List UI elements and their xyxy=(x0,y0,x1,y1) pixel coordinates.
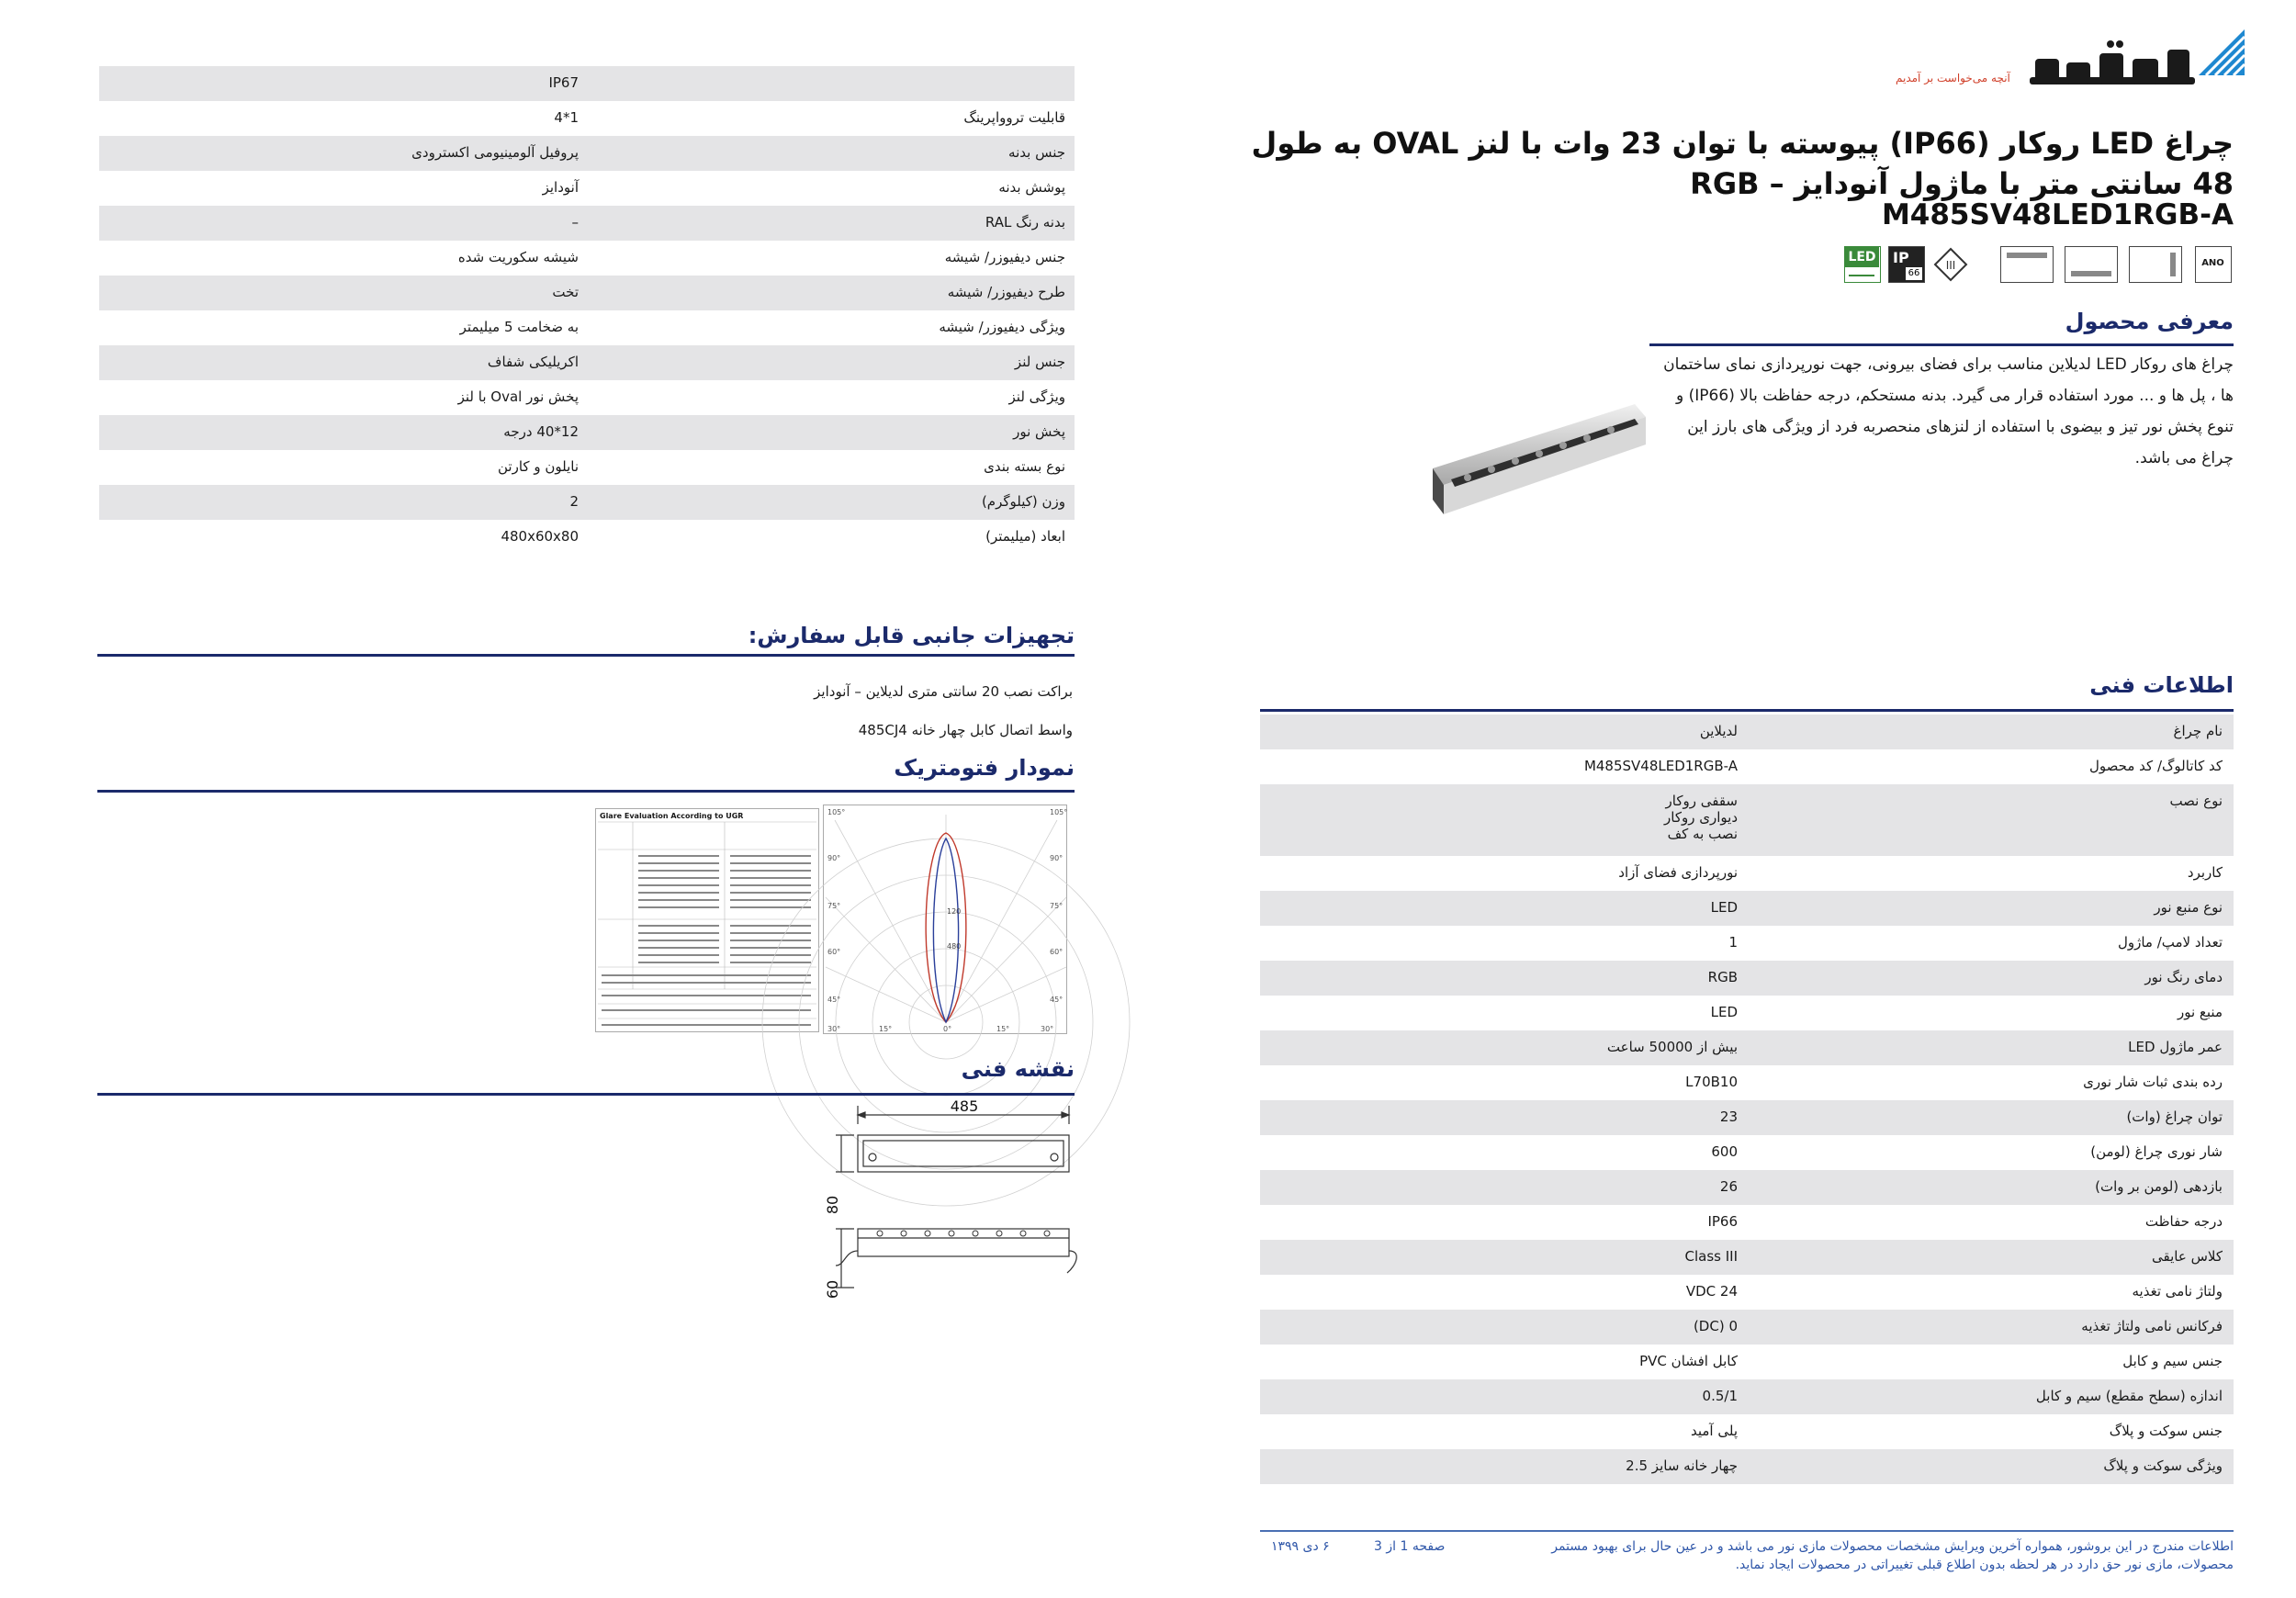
footer-page-number: صفحه 1 از 3 xyxy=(1374,1539,1446,1554)
tech-row xyxy=(1260,1100,2234,1135)
tech-row xyxy=(1260,1030,2234,1065)
tech-label: اندازه (سطح مقطع) سیم و کابل xyxy=(2035,1388,2223,1404)
tech-value: کابل افشان PVC xyxy=(1639,1353,1738,1369)
tech-value: 0 (DC) xyxy=(1693,1318,1738,1334)
tech-value: 0.5/1 xyxy=(1702,1388,1738,1404)
footer-disclaimer-2: محصولات، مازی نور حق دارد در هر لحظه بدون اطلاع قبلی تغییراتی در محصولات ایجاد نماید. xyxy=(1735,1558,2234,1572)
product-code: M485SV48LED1RGB-A xyxy=(1881,198,2234,231)
tech-label: جنس سیم و کابل xyxy=(2122,1353,2223,1369)
tech-value: 23 xyxy=(1719,1108,1738,1125)
spec-value: 2 xyxy=(569,493,579,510)
spec-label: بدنه رنگ RAL xyxy=(985,214,1065,231)
ceiling-mount-icon xyxy=(2007,253,2047,258)
tech-value: بیش از 50000 ساعت xyxy=(1606,1039,1738,1055)
spec-label: پخش نور xyxy=(1013,423,1065,440)
tech-label: ولتاژ نامی تغذیه xyxy=(2132,1283,2223,1300)
spec-label: طرح دیفیوزر/ شیشه xyxy=(947,284,1065,300)
spec-row xyxy=(99,450,1075,485)
spec-value: 1*4 xyxy=(554,109,579,126)
brand-logo xyxy=(1892,26,2252,99)
intro-heading: معرفی محصول xyxy=(2065,309,2234,334)
tech-row xyxy=(1260,1310,2234,1345)
spec-value: شیشه سکوریت شده xyxy=(457,249,579,265)
polar-value-label: 120 xyxy=(947,907,962,916)
tech-label: رده بندی ثبات شار نوری xyxy=(2083,1074,2223,1090)
tech-label: ویژگی سوکت و پلاگ xyxy=(2103,1457,2223,1474)
intro-rule xyxy=(1649,343,2234,346)
tech-value xyxy=(1664,793,1738,842)
ip66-badge-sub: 66 xyxy=(1906,267,1922,280)
tech-value: پلی آمید xyxy=(1690,1423,1738,1439)
brand-tagline: آنچه می‌خواست بر آمدیم xyxy=(1896,72,2010,84)
photometric-heading: نمودار فتومتریک xyxy=(894,755,1075,781)
tech-label: توان چراغ (وات) xyxy=(2126,1108,2223,1125)
polar-angle-label: 15° xyxy=(879,1025,893,1033)
spec-value: تخت xyxy=(552,284,579,300)
spec-label: نوع بسته بندی xyxy=(984,458,1065,475)
tech-label: بازدهی (لومن بر وات) xyxy=(2095,1178,2223,1195)
left-spec-table xyxy=(99,66,1075,555)
ugr-table-grid xyxy=(596,809,820,1033)
tech-label: عمر ماژول LED xyxy=(2128,1039,2223,1055)
spec-value: IP67 xyxy=(548,74,579,91)
tech-value: چهار خانه سایز 2.5 xyxy=(1626,1457,1738,1474)
spec-row xyxy=(99,101,1075,136)
led-badge-icon: LED xyxy=(1845,247,1879,267)
tech-row xyxy=(1260,996,2234,1030)
badge-ceiling-mount xyxy=(2000,246,2054,283)
polar-angle-label: 30° xyxy=(1041,1025,1054,1033)
tech-row xyxy=(1260,784,2234,856)
spec-value: اکریلیکی شفاف xyxy=(487,354,579,370)
polar-diagram xyxy=(823,805,1067,1034)
ugr-glare-table xyxy=(595,808,819,1032)
technical-drawing xyxy=(824,1097,1076,1300)
tech-row xyxy=(1260,715,2234,749)
tech-value: LED xyxy=(1710,899,1738,916)
tech-row xyxy=(1260,1449,2234,1484)
polar-angle-label: 90° xyxy=(1050,854,1064,862)
spec-row xyxy=(99,520,1075,555)
spec-value: آنودایز xyxy=(542,179,579,196)
tech-value: 26 xyxy=(1719,1178,1738,1195)
polar-angle-label: 0° xyxy=(943,1025,952,1033)
spec-label: پوشش بدنه xyxy=(998,179,1065,196)
spec-value: نایلون و کارتن xyxy=(498,458,579,475)
spec-label: ویژگی لنز xyxy=(1008,388,1065,405)
tech-label: کد کاتالوگ/ کد محصول xyxy=(2089,758,2223,774)
tech-value: Class III xyxy=(1684,1248,1738,1265)
spec-label: وزن (کیلوگرم) xyxy=(981,493,1065,510)
tech-value: LED xyxy=(1710,1004,1738,1020)
footer-rule xyxy=(1260,1530,2234,1532)
polar-angle-label: 75° xyxy=(1050,902,1064,910)
tech-row xyxy=(1260,1414,2234,1449)
tech-row xyxy=(1260,1345,2234,1379)
tech-rule xyxy=(1260,709,2234,712)
tech-row xyxy=(1260,891,2234,926)
accessories-rule xyxy=(97,654,1075,657)
dimension-height: 80 xyxy=(824,1195,841,1215)
tech-value-line: سقفی روکار xyxy=(1665,793,1738,809)
spec-row xyxy=(99,171,1075,206)
tech-row xyxy=(1260,749,2234,784)
polar-angle-label: 60° xyxy=(1050,948,1064,956)
tech-heading: اطلاعات فنی xyxy=(2089,672,2234,698)
tech-row xyxy=(1260,926,2234,961)
spec-label: جنس بدنه xyxy=(1008,144,1065,161)
polar-angle-label: 105° xyxy=(1050,808,1068,816)
tech-row xyxy=(1260,1170,2234,1205)
floor-mount-icon xyxy=(2071,271,2111,276)
tech-label: شار نوری چراغ (لومن) xyxy=(2090,1143,2223,1160)
tech-row xyxy=(1260,1065,2234,1100)
spec-row xyxy=(99,345,1075,380)
spec-value: به ضخامت 5 میلیمتر xyxy=(459,319,579,335)
accessory-item: واسط اتصال کابل چهار خانه 485CJ4 xyxy=(858,722,1073,738)
spec-row xyxy=(99,136,1075,171)
tech-row xyxy=(1260,1275,2234,1310)
spec-row xyxy=(99,66,1075,101)
tech-row xyxy=(1260,856,2234,891)
class3-badge-icon xyxy=(1932,246,1969,283)
footer-disclaimer-1: اطلاعات مندرج در این بروشور، همواره آخرین ویرایش مشخصات محصولات مازی نور می باشد و در عین حال برای بهبود مستمر xyxy=(1551,1539,2234,1554)
anodized-badge-icon: ANO xyxy=(2201,258,2224,268)
spec-row xyxy=(99,485,1075,520)
polar-angle-label: 45° xyxy=(1050,996,1064,1004)
spec-value: پخش نور Oval با لنز xyxy=(457,388,579,405)
tech-spec-table xyxy=(1260,715,2234,1484)
tech-label: کاربرد xyxy=(2187,864,2223,881)
tech-label: نام چراغ xyxy=(2173,723,2223,739)
polar-angle-label: 45° xyxy=(827,996,841,1004)
photometric-rule xyxy=(97,790,1075,793)
tech-row xyxy=(1260,1240,2234,1275)
footer-date: ۶ دی ۱۳۹۹ xyxy=(1271,1539,1330,1554)
led-badge-wave xyxy=(1849,271,1874,276)
tech-value: M485SV48LED1RGB-A xyxy=(1583,758,1738,774)
wall-mount-icon xyxy=(2170,253,2176,276)
tech-value: لدیلاین xyxy=(1699,723,1738,739)
tech-row xyxy=(1260,1379,2234,1414)
tech-value: 600 xyxy=(1711,1143,1738,1160)
badge-class3 xyxy=(1932,246,1969,283)
tech-label: تعداد لامپ/ ماژول xyxy=(2117,934,2223,951)
polar-angle-label: 30° xyxy=(827,1025,841,1033)
spec-label: ویژگی دیفیوزر/ شیشه xyxy=(939,319,1065,335)
polar-angle-label: 60° xyxy=(827,948,841,956)
tech-row xyxy=(1260,961,2234,996)
tech-row xyxy=(1260,1205,2234,1240)
polar-angle-label: 75° xyxy=(827,902,841,910)
tech-value: L70B10 xyxy=(1685,1074,1738,1090)
badge-anodized xyxy=(2195,246,2232,283)
polar-plot xyxy=(824,805,1068,1035)
tech-value: IP66 xyxy=(1707,1213,1738,1230)
spec-row xyxy=(99,241,1075,276)
tech-label: نوع منبع نور xyxy=(2154,899,2223,916)
spec-value: – xyxy=(571,214,579,231)
tech-value-line: نصب به کف xyxy=(1667,826,1738,842)
dimension-depth: 60 xyxy=(824,1279,841,1300)
accessory-item: براکت نصب 20 سانتی متری لدیلاین – آنودایز xyxy=(814,683,1073,700)
tech-value: 1 xyxy=(1728,934,1738,951)
tech-label: دمای رنگ نور xyxy=(2144,969,2223,985)
spec-label: جنس لنز xyxy=(1014,354,1065,370)
spec-label: قابلیت تروواپرینگ xyxy=(963,109,1065,126)
accessories-heading: تجهیزات جانبی قابل سفارش: xyxy=(748,623,1075,648)
badge-ip66 xyxy=(1888,246,1925,283)
spec-row xyxy=(99,206,1075,241)
polar-value-label: 480 xyxy=(947,942,962,951)
tech-value: RGB xyxy=(1707,969,1738,985)
spec-value: 12*40 درجه xyxy=(503,423,579,440)
badge-floor-mount xyxy=(2065,246,2118,283)
tech-value-line: دیواری روکار xyxy=(1664,809,1738,826)
spec-label: جنس دیفیوزر/ شیشه xyxy=(944,249,1065,265)
polar-angle-label: 90° xyxy=(827,854,841,862)
ugr-table-title: Glare Evaluation According to UGR xyxy=(600,812,744,820)
tech-label: کلاس عایقی xyxy=(2152,1248,2223,1265)
product-photo xyxy=(1414,397,1653,535)
tech-label: نوع نصب xyxy=(2169,793,2223,809)
badge-led xyxy=(1844,246,1881,283)
ip66-badge-icon: IP xyxy=(1893,249,1909,266)
drawing-rule xyxy=(97,1093,1075,1096)
spec-row xyxy=(99,310,1075,345)
spec-value: 480x60x80 xyxy=(501,528,579,545)
polar-angle-label: 15° xyxy=(996,1025,1010,1033)
product-title: چراغ LED روکار (IP66) پیوسته با توان 23 وات با لنز OVAL به طول 48 سانتی متر با ماژول آنودایز – RGB xyxy=(1251,126,2234,201)
tech-label: فرکانس نامی ولتاژ تغذیه xyxy=(2081,1318,2223,1334)
tech-row xyxy=(1260,1135,2234,1170)
polar-angle-label: 105° xyxy=(827,808,846,816)
tech-label: منبع نور xyxy=(2177,1004,2223,1020)
spec-row xyxy=(99,415,1075,450)
tech-value: نورپردازی فضای آزاد xyxy=(1618,864,1738,881)
tech-label: درجه حفاظت xyxy=(2144,1213,2223,1230)
tech-label: جنس سوکت و پلاگ xyxy=(2109,1423,2223,1439)
brand-name xyxy=(1892,26,1893,27)
spec-value: پروفیل آلومینیومی اکسترودی xyxy=(411,144,579,161)
spec-row xyxy=(99,380,1075,415)
svg-text:III: III xyxy=(1945,259,1956,272)
badge-wall-mount xyxy=(2129,246,2182,283)
dimension-length: 485 xyxy=(950,1097,979,1115)
drawing-heading: نقشه فنی xyxy=(961,1056,1075,1082)
spec-label: ابعاد (میلیمتر) xyxy=(985,528,1065,545)
tech-value: 24 VDC xyxy=(1685,1283,1738,1300)
spec-row xyxy=(99,276,1075,310)
intro-text: چراغ های روکار LED لدیلاین مناسب برای فضای بیرونی، جهت نورپردازی نمای ساختمان ها ، پل ها و ... مورد استفاده قرار می گیرد. بدنه مستحکم، درجه حفاظت بالا (IP66) و تنوع پخش نور تیز و بیضوی با استفاده از لنزهای منحصربه فرد از ویژگی های بارز این چراغ می باشد. xyxy=(1663,355,2234,467)
